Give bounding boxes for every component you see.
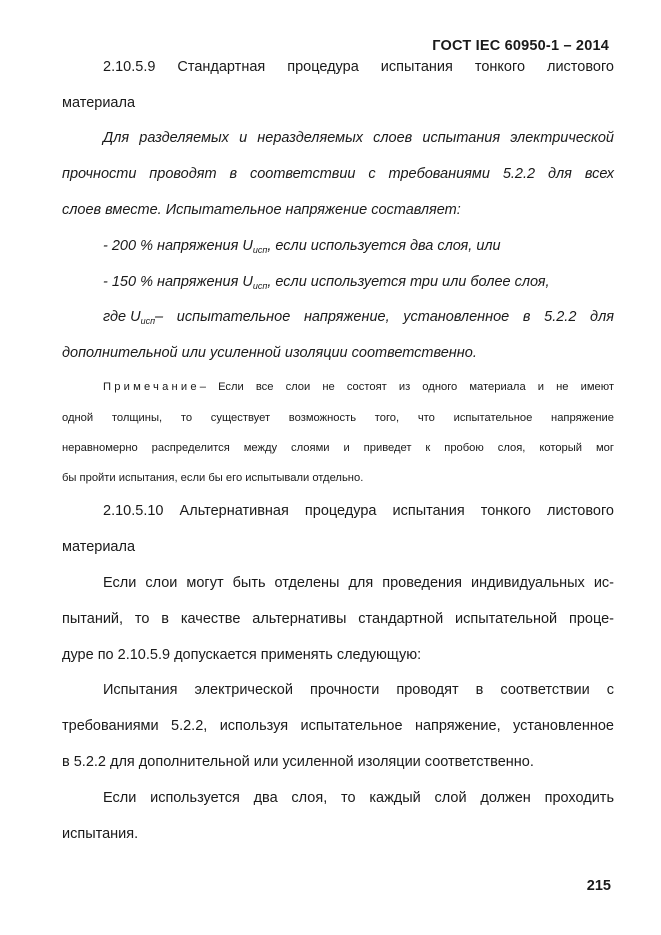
- where-definition-line-2: дополнительной или усиленной изоляции соответственно.: [62, 345, 477, 361]
- section-heading-2-10-5-10: 2.10.5.10 Альтернативная процедура испытания тонкого листового: [103, 503, 614, 519]
- document-header: ГОСТ IEC 60950-1 – 2014: [432, 38, 609, 54]
- paragraph-line: испытания.: [62, 826, 139, 842]
- list-item-150-percent: - 150 % напряжения $U_{исп}$, если используется три или более слоя,: [103, 274, 550, 291]
- where-definition-line: [103, 309, 614, 326]
- where-text: где $U_{исп}$: [103, 309, 156, 326]
- note-line: бы пройти испытания, если бы его испытывали отдельно.: [62, 472, 364, 484]
- note-line: одной толщины, то существует возможность того, что испытательное напряжение: [62, 412, 614, 424]
- italic-paragraph-line: слоев вместе. Испытательное напряжение составляет:: [62, 202, 461, 218]
- paragraph-line: Испытания электрической прочности проводят в соответствии с: [103, 682, 614, 698]
- note-label: Примечание: [103, 381, 200, 393]
- where-text-rest: – испытательное напряжение, установленное в 5.2.2 для: [155, 309, 614, 325]
- italic-paragraph-line: Для разделяемых и неразделяемых слоев испытания электрической: [103, 130, 614, 146]
- paragraph-line: Если используется два слоя, то каждый слой должен проходить: [103, 790, 614, 806]
- note-line: неравномерно распределится между слоями и приведет к пробою слоя, который мог: [62, 442, 614, 454]
- page-number: 215: [586, 878, 611, 894]
- italic-paragraph-line: прочности проводят в соответствии с требованиями 5.2.2 для всех: [62, 166, 614, 182]
- section-heading-2-10-5-9-cont: материала: [62, 95, 136, 111]
- list-item-200-percent: - 200 % напряжения $U_{исп}$, если используется два слоя, или: [103, 238, 501, 255]
- paragraph-line: пытаний, то в качестве альтернативы стандартной испытательной проце-: [62, 611, 614, 627]
- section-heading-2-10-5-9: 2.10.5.9 Стандартная процедура испытания тонкого листового: [103, 59, 614, 75]
- note-line: [103, 381, 614, 393]
- paragraph-line: дуре по 2.10.5.9 допускается применять следующую:: [62, 647, 422, 663]
- paragraph-line: требованиями 5.2.2, используя испытательное напряжение, установленное: [62, 718, 614, 734]
- paragraph-line: Если слои могут быть отделены для проведения индивидуальных ис-: [103, 575, 614, 591]
- note-text: – Если все слои не состоят из одного материала и не имеют: [199, 381, 614, 393]
- paragraph-line: в 5.2.2 для дополнительной или усиленной изоляции соответственно.: [62, 754, 534, 770]
- section-heading-2-10-5-10-cont: материала: [62, 539, 136, 555]
